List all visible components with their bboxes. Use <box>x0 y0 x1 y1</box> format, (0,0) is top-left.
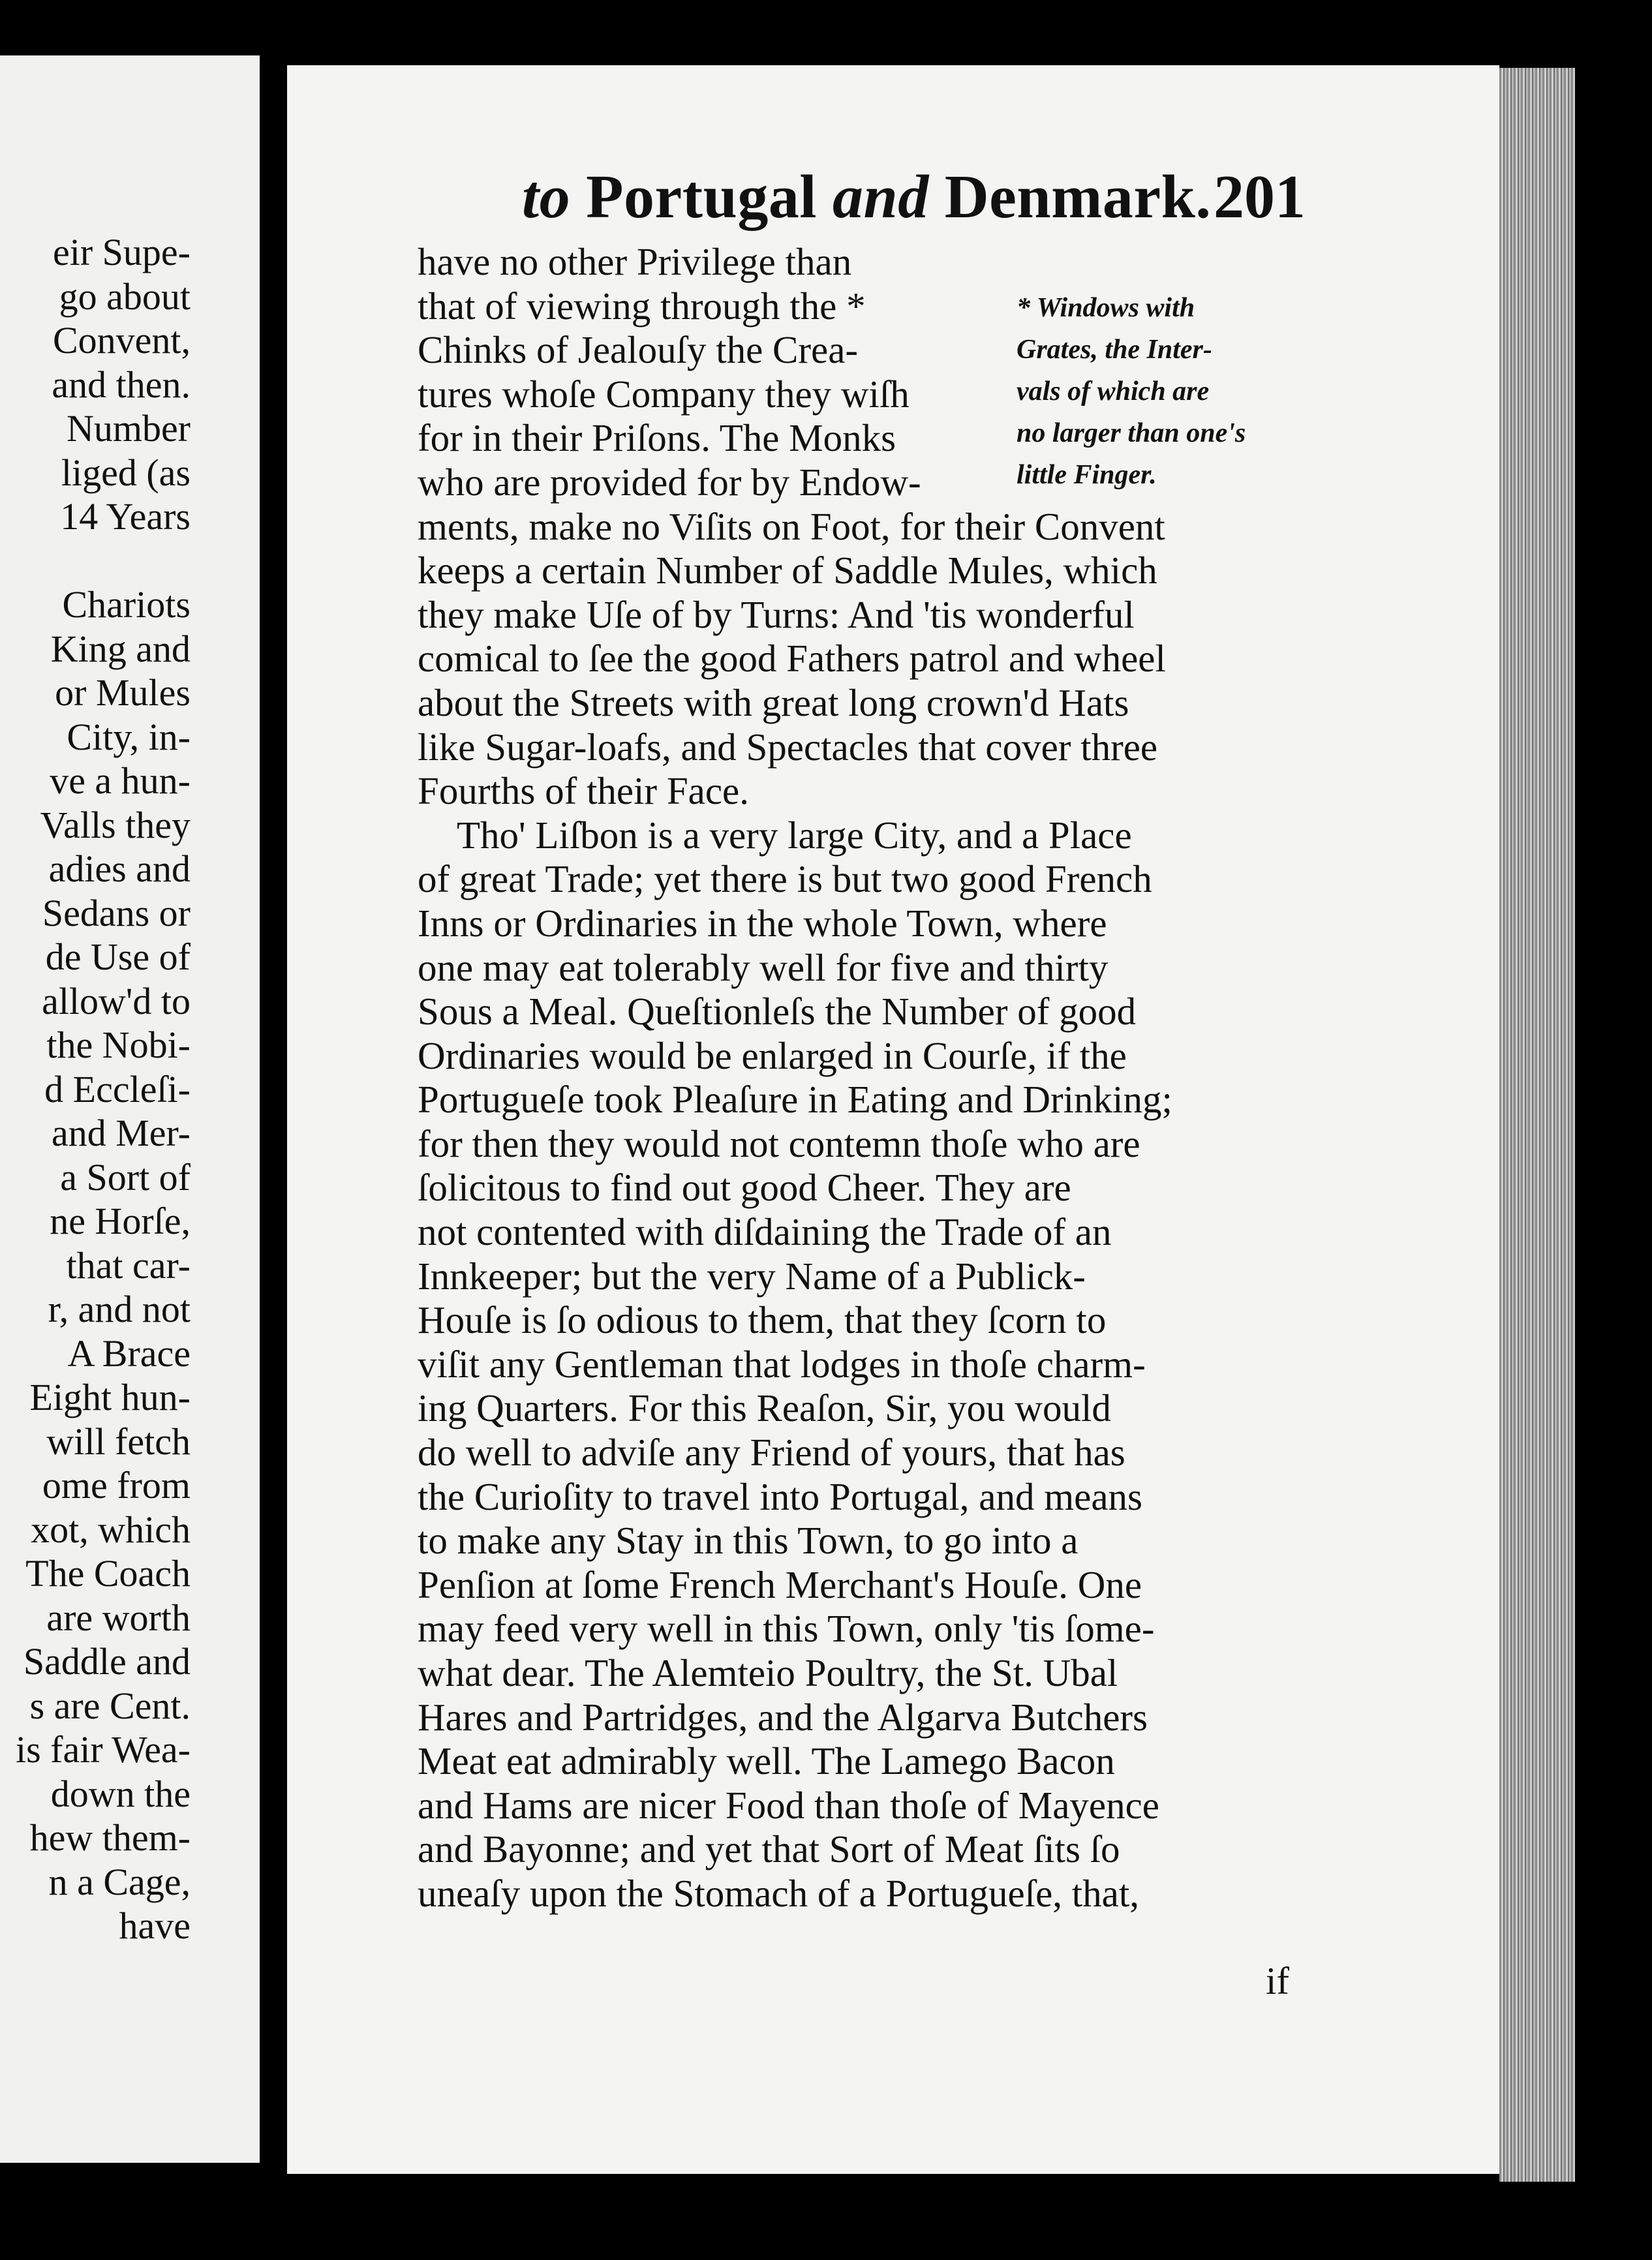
body-line: they make Uſe of by Turns: And 'tis wonderful <box>418 592 1135 636</box>
left-text-line: ome from <box>42 1464 191 1506</box>
body-line: about the Streets with great long crown'd Hats <box>418 680 1129 724</box>
margin-note-line: little Finger. <box>1017 460 1157 490</box>
body-line: like Sugar-loafs, and Spectacles that cover three <box>418 725 1158 769</box>
margin-note <box>1017 287 1306 496</box>
body-line: Tho' Liſbon is a very large City, and a Place <box>457 813 1132 857</box>
body-line: of great Trade; yet there is but two good French <box>418 857 1152 901</box>
left-text-line: adies and <box>48 848 191 890</box>
left-text-line: go about <box>59 275 191 318</box>
body-line: Ordinaries would be enlarged in Courſe, if the <box>418 1033 1127 1077</box>
body-line: Portugueſe took Pleaſure in Eating and Drinking; <box>418 1078 1172 1122</box>
left-text-line: xot, which <box>31 1508 191 1551</box>
left-text-line: r, and not <box>48 1288 191 1330</box>
body-line: one may eat tolerably well for five and thirty <box>418 945 1109 989</box>
body-line: Houſe is ſo odious to them, that they ſcorn to <box>418 1298 1107 1342</box>
left-text-line: ne Horſe, <box>50 1200 191 1242</box>
left-text-line: ve a hun- <box>50 759 191 802</box>
catchword: if <box>1266 1959 1290 2002</box>
left-text-line: Eight hun- <box>29 1376 191 1418</box>
left-text-line: allow'd to <box>42 979 191 1022</box>
left-text-line: hew them- <box>29 1816 191 1859</box>
margin-note-line: * Windows with <box>1017 293 1195 323</box>
body-line: ing Quarters. For this Reaſon, Sir, you would <box>418 1386 1111 1430</box>
left-text-line: and then. <box>52 363 191 406</box>
body-line: Meat eat admirably well. The Lamego Bacon <box>418 1739 1115 1783</box>
body-line: who are provided for by Endow- <box>418 460 921 504</box>
left-page <box>0 55 260 2163</box>
body-line: what dear. The Alemteio Poultry, the St. Ubal <box>418 1651 1118 1694</box>
left-text-line: King and <box>50 627 191 670</box>
body-line: tures whoſe Company they wiſh <box>418 372 910 416</box>
left-text-line: A Brace <box>67 1332 191 1375</box>
left-text-line: is fair Wea- <box>15 1728 191 1771</box>
left-text-line: liged (as <box>61 451 191 494</box>
left-text-line: Saddle and <box>23 1640 191 1683</box>
left-text-line: eir Supe- <box>53 231 191 273</box>
margin-note-line: no larger than one's <box>1017 418 1246 448</box>
body-line: Chinks of Jealouſy the Crea- <box>418 328 859 372</box>
body-line: Fourths of their Face. <box>418 769 749 813</box>
left-text-line: Valls they <box>40 803 191 846</box>
body-line: for then they would not contemn thoſe who are <box>418 1122 1140 1165</box>
body-line: keeps a certain Number of Saddle Mules, which <box>418 549 1157 592</box>
left-text-line: 14 Years <box>60 495 191 538</box>
left-text-line: down the <box>50 1772 191 1815</box>
body-line: do well to adviſe any Friend of yours, that has <box>418 1431 1125 1474</box>
body-line: Penſion at ſome French Merchant's Houſe. One <box>418 1563 1142 1606</box>
left-text-line: and Mer- <box>51 1112 191 1154</box>
body-line: Inns or Ordinaries in the whole Town, where <box>418 901 1107 945</box>
left-text-line: a Sort of <box>60 1155 191 1199</box>
right-page <box>287 65 1499 2174</box>
left-text-line: s are Cent. <box>29 1684 191 1727</box>
body-line: not contented with diſdaining the Trade of an <box>418 1210 1112 1254</box>
body-line: have no other Privilege than <box>418 240 852 283</box>
body-line: Hares and Partridges, and the Algarva Butchers <box>418 1695 1148 1739</box>
page-edge <box>1499 68 1575 2182</box>
body-line: comical to ſee the good Fathers patrol and wheel <box>418 637 1166 680</box>
left-text-line: d Eccleſi- <box>44 1067 191 1110</box>
left-text-line: Sedans or <box>42 891 191 934</box>
left-text-line <box>0 539 191 583</box>
left-text-line: that car- <box>66 1244 191 1287</box>
margin-note-line: Grates, the Inter- <box>1017 335 1212 365</box>
left-text-line: have <box>119 1904 191 1947</box>
left-text-line: City, in- <box>67 715 191 758</box>
body-line: Sous a Meal. Queſtionleſs the Number of good <box>418 990 1137 1033</box>
left-text-line: are worth <box>46 1596 191 1639</box>
left-text-line: Convent, <box>52 319 191 361</box>
left-text-line: Chariots <box>62 583 191 626</box>
body-line: viſit any Gentleman that lodges in thoſe charm- <box>418 1342 1146 1386</box>
body-line: for in their Priſons. The Monks <box>418 416 896 460</box>
left-text-line: n a Cage, <box>48 1860 191 1903</box>
left-page-text <box>0 230 191 1948</box>
left-text-line: or Mules <box>55 671 191 714</box>
body-line: to make any Stay in this Town, to go into a <box>418 1519 1078 1563</box>
body-line: and Hams are nicer Food than thoſe of Mayence <box>418 1783 1159 1827</box>
left-text-line: Number <box>66 407 191 450</box>
body-line: ments, make no Viſits on Foot, for their Convent <box>418 504 1165 548</box>
page-number: 201 <box>1214 163 1306 231</box>
body-line: may feed very well in this Town, only 'tis ſome- <box>418 1607 1155 1651</box>
book-gutter <box>260 0 287 2260</box>
margin-note-line: vals of which are <box>1017 376 1210 406</box>
body-line: and Bayonne; and yet that Sort of Meat ſits ſo <box>418 1827 1120 1871</box>
body-line: Innkeeper; but the very Name of a Publick- <box>418 1254 1086 1298</box>
left-text-line: de Use of <box>45 936 191 978</box>
body-line: ſolicitous to find out good Cheer. They are <box>418 1166 1071 1210</box>
running-title: to Portugal and Denmark. <box>522 163 1212 231</box>
body-line: the Curioſity to travel into Portugal, and means <box>418 1474 1142 1518</box>
left-text-line: the Nobi- <box>46 1024 191 1066</box>
left-text-line: The Coach <box>25 1552 191 1595</box>
body-line: uneaſy upon the Stomach of a Portugueſe, that, <box>418 1871 1139 1915</box>
body-line: that of viewing through the * <box>418 284 866 328</box>
left-text-line: will fetch <box>46 1420 191 1463</box>
